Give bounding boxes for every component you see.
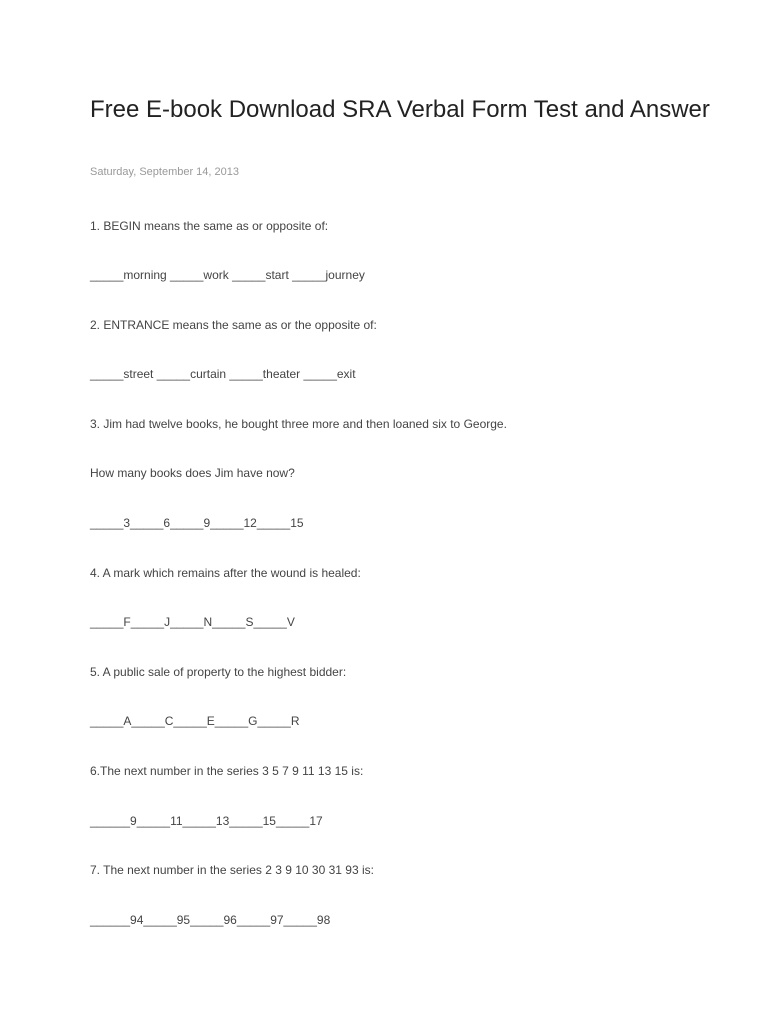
question-1-options: _____morning _____work _____start _____journey [90,268,365,282]
question-2-options: _____street _____curtain _____theater _____exit [90,367,356,381]
question-4-options: _____F_____J_____N_____S_____V [90,615,295,629]
question-6-options: ______9_____11_____13_____15_____17 [90,814,323,828]
post-date: Saturday, September 14, 2013 [90,166,240,178]
question-7-options: ______94_____95_____96_____97_____98 [90,913,331,927]
question-5-options: _____A_____C_____E_____G_____R [90,714,300,728]
post-title: Free E-book Download SRA Verbal Form Test and Answer [90,96,710,123]
question-3: 3. Jim had twelve books, he bought three more and then loaned six to George. [90,417,507,431]
question-3-options: _____3_____6_____9_____12_____15 [90,516,304,530]
question-3-prompt: How many books does Jim have now? [90,466,295,480]
question-5: 5. A public sale of property to the highest bidder: [90,665,347,679]
question-2: 2. ENTRANCE means the same as or the opposite of: [90,318,377,332]
question-1: 1. BEGIN means the same as or opposite of: [90,219,329,233]
question-6: 6.The next number in the series 3 5 7 9 11 13 15 is: [90,764,364,778]
question-7: 7. The next number in the series 2 3 9 10 30 31 93 is: [90,863,374,877]
question-4: 4. A mark which remains after the wound is healed: [90,566,361,580]
